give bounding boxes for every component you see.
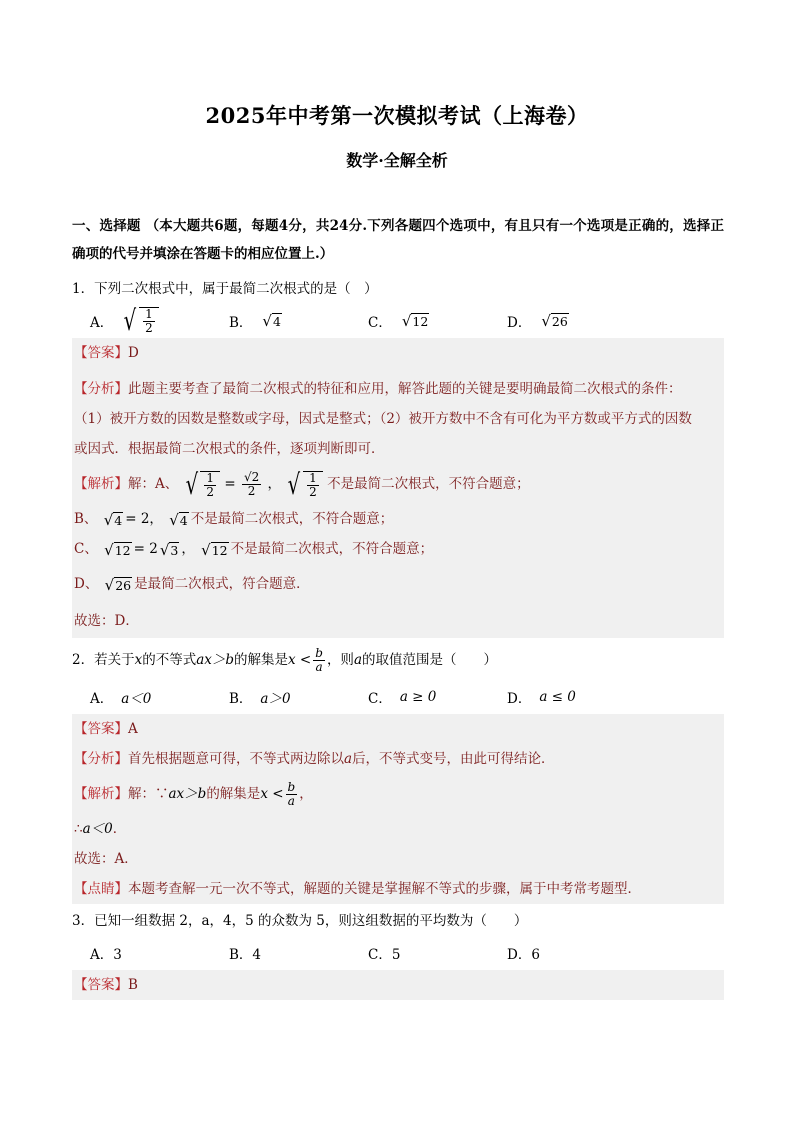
radical: √ 26 xyxy=(541,312,568,330)
variable: a xyxy=(353,652,362,668)
option-a[interactable] xyxy=(90,687,229,707)
option-d[interactable]: D．6 xyxy=(507,947,540,963)
therefore-end: ． xyxy=(112,821,127,837)
answer-value: B xyxy=(128,977,138,993)
solution-text: 的解集是 xyxy=(206,786,261,802)
option-value: a ≥ 0 xyxy=(399,689,437,705)
comment-text: 本题考查解一元一次不等式，解题的关键是掌握解不等式的步骤，属于中考常考题型． xyxy=(128,881,641,897)
solution-tag: 【解析】 xyxy=(74,786,128,802)
option-d[interactable] xyxy=(507,311,646,331)
solution-expr: x < xyxy=(288,652,312,668)
option-label: D． xyxy=(507,315,532,331)
radical: √ 4 xyxy=(262,312,281,330)
answer-line xyxy=(72,970,724,1000)
section-heading: 一、选择题 （本大题共6题，每题4分，共24分.下列各题四个选项中，有且只有一个选项是正确的，选择正确项的代号并填涂在答题卡的相应位置上.） xyxy=(72,218,724,262)
therefore-expr: a＜0 xyxy=(82,821,113,837)
option-c[interactable] xyxy=(368,687,507,707)
analysis-line xyxy=(72,374,724,404)
solution-text: 不是最简二次根式，不符合题意； xyxy=(190,511,394,527)
option-label: C． xyxy=(368,315,392,331)
equals: = 2， xyxy=(125,511,163,527)
answer-tag: 【答案】 xyxy=(74,345,128,361)
radical: √ 12 xyxy=(401,312,429,330)
variable: a xyxy=(344,751,353,767)
radical: √ $\frac{1}{2}$ xyxy=(121,307,158,335)
radicand: 12 xyxy=(211,542,228,558)
radicand: 3 xyxy=(170,542,179,558)
frac-num: 1 xyxy=(206,470,215,485)
page-subtitle: 数学·全解全析 xyxy=(346,151,448,170)
stem-text: 的取值范围是（ ） xyxy=(362,652,497,668)
solution-line-c: C、 √ 12 = 2 √ 3 ， √ 12 不是最简二次根式，不符合题意； xyxy=(72,534,724,564)
solution-line xyxy=(72,774,724,814)
option-label: B． xyxy=(229,315,253,331)
frac-num: 1 xyxy=(145,307,153,322)
radicand: 4 xyxy=(179,512,188,528)
answer-value: D xyxy=(128,345,139,361)
question-1-options xyxy=(72,304,724,338)
variable: x xyxy=(134,652,143,668)
analysis-text: 此题主要考查了最简二次根式的特征和应用，解答此题的关键是要明确最简二次根式的条件： xyxy=(128,381,682,397)
stem-text: ，则 xyxy=(326,652,354,668)
answer-line xyxy=(72,338,724,368)
stem-text: 的解集是 xyxy=(234,652,289,668)
option-b[interactable] xyxy=(229,687,368,707)
radicand: 4 xyxy=(272,314,281,329)
question-3-options xyxy=(72,936,724,970)
page-title: 2025年中考第一次模拟考试（上海卷） xyxy=(205,103,589,128)
solution-line-b: B、 √ 4 = 2， √ 4 不是最简二次根式，不符合题意； xyxy=(72,504,724,534)
equals: = xyxy=(224,476,236,492)
question-1-stem: 1．下列二次根式中，属于最简二次根式的是（ ） xyxy=(72,281,378,297)
equals: = 2 xyxy=(133,541,158,557)
solution-text: B、 xyxy=(74,511,98,527)
answer-tag: 【答案】 xyxy=(74,977,128,993)
question-2-options xyxy=(72,680,724,714)
option-label: A． xyxy=(90,315,114,331)
solution-text: ， xyxy=(299,786,313,802)
option-value: a ≤ 0 xyxy=(539,689,576,705)
frac-den: 2 xyxy=(309,484,317,499)
choose-line: 故选：A． xyxy=(72,844,724,874)
solution-text: 解：∵ xyxy=(128,786,169,802)
frac-num: √2 xyxy=(243,470,260,485)
solution-text: 不是最简二次根式，不符合题意； xyxy=(230,541,434,557)
answer-line xyxy=(72,714,724,744)
option-b[interactable]: B．4 xyxy=(229,947,262,963)
option-a[interactable]: A．3 xyxy=(90,947,122,963)
option-c[interactable]: C．5 xyxy=(368,947,401,963)
option-b[interactable] xyxy=(229,311,368,331)
solution-text: 是最简二次根式，符合题意． xyxy=(134,576,310,592)
choose-line: 故选：D． xyxy=(72,604,724,638)
solution-expr: x < xyxy=(260,786,284,802)
analysis-line-2: （1）被开方数的因数是整数或字母，因式是整式；（2）被开方数中不含有可化为平方数或平方式的因数 xyxy=(72,404,724,434)
comment-tag: 【点睛】 xyxy=(74,881,128,897)
radicand: 4 xyxy=(114,512,123,528)
option-value: a＜0 xyxy=(121,691,152,707)
stem-text: 2．若关于 xyxy=(72,652,135,668)
question-2-stem xyxy=(72,640,724,680)
option-d[interactable] xyxy=(507,687,646,707)
analysis-tag: 【分析】 xyxy=(74,751,128,767)
therefore-line xyxy=(72,814,724,844)
solution-text: D、 xyxy=(74,576,99,592)
frac-den: 2 xyxy=(145,321,153,335)
solution-text: 解：A、 xyxy=(128,476,179,492)
therefore-sign: ∴ xyxy=(74,821,83,837)
frac-den: a xyxy=(287,794,295,808)
analysis-text: 后，不等式变号，由此可得结论． xyxy=(352,751,555,767)
frac-den: 2 xyxy=(206,484,215,499)
frac-den: a xyxy=(315,660,323,674)
frac-num: 1 xyxy=(309,470,317,485)
radicand: 26 xyxy=(115,577,132,593)
option-value: a＞0 xyxy=(260,691,291,707)
option-label: B． xyxy=(229,691,253,707)
frac-den: 2 xyxy=(247,484,256,498)
solution-text: 不是最简二次根式，不符合题意； xyxy=(327,476,530,492)
solution-text: C、 xyxy=(74,541,98,557)
inequality: ax＞b xyxy=(168,786,207,802)
option-c[interactable] xyxy=(368,311,507,331)
option-label: D． xyxy=(507,691,532,707)
solution-line-a: 【解析】解：A、 √ $\frac{1}{2}$ = $\frac{√2}{2}$ ， √ $\frac{1}{2}$ 不是最简二次根式，不符合题意； xyxy=(72,464,724,504)
analysis-line-3: 或因式．根据最简二次根式的条件，逐项判断即可． xyxy=(72,434,724,464)
option-label: A． xyxy=(90,691,114,707)
solution-line-d: D、 √ 26 是最简二次根式，符合题意． xyxy=(72,564,724,604)
analysis-tag: 【分析】 xyxy=(74,381,128,397)
frac-num: b xyxy=(315,646,323,661)
radicand: 12 xyxy=(412,314,429,329)
analysis-text: 首先根据题意可得，不等式两边除以 xyxy=(128,751,344,767)
stem-text: 的不等式 xyxy=(142,652,197,668)
analysis-line xyxy=(72,744,724,774)
answer-tag: 【答案】 xyxy=(74,721,128,737)
option-a[interactable] xyxy=(90,304,229,337)
inequality: ax＞b xyxy=(196,652,235,668)
solution-tag: 【解析】 xyxy=(74,476,128,492)
frac-num: b xyxy=(287,780,296,795)
question-3-stem: 3．已知一组数据 2，a，4，5 的众数为 5，则这组数据的平均数为（ ） xyxy=(72,913,528,929)
radicand: 26 xyxy=(551,314,568,329)
comment-line xyxy=(72,874,724,904)
option-label: C． xyxy=(368,691,392,707)
radicand: 12 xyxy=(114,542,131,558)
content xyxy=(72,212,724,1000)
answer-value: A xyxy=(128,721,138,737)
